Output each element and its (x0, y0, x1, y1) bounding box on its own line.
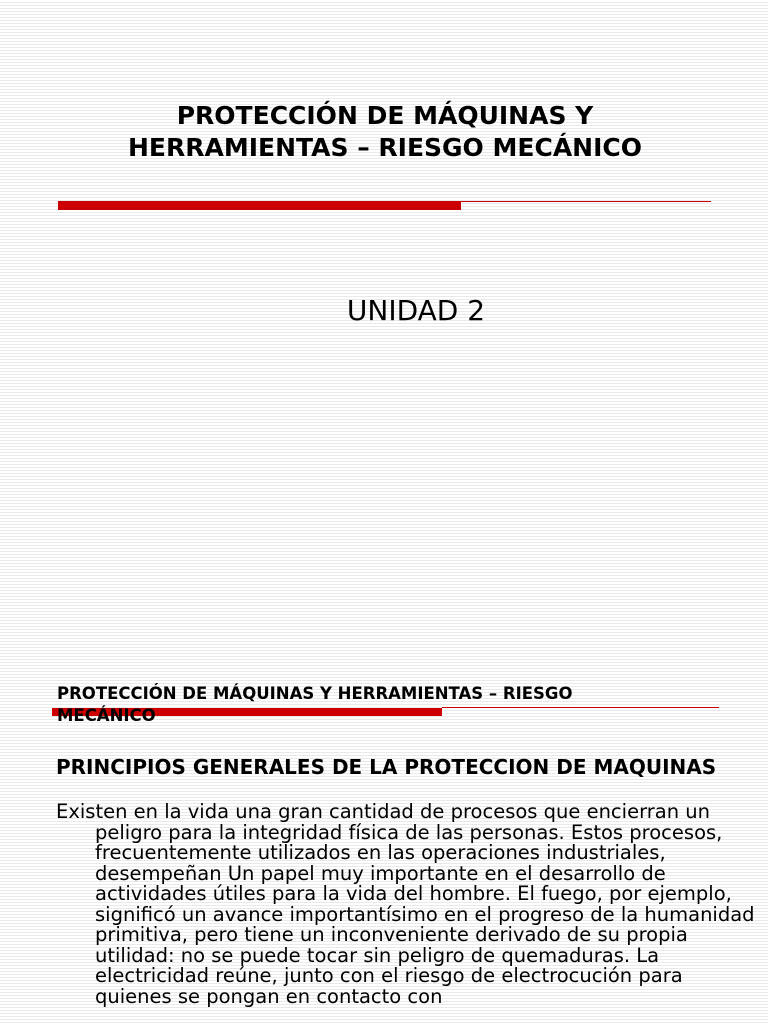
body-paragraph: Existen en la vida una gran cantidad de procesos que encierran un peligro para la integridad física de las personas. Estos procesos, frecuentemente utilizados en las operaciones industriales, desempeñan Un papel muy importante en el desarrollo de actividades útiles para la vida del hombre. El fuego, por ejemplo, significó un avance importantísimo en el progreso de la humanidad primitiva, pero tiene un inconveniente derivado de su propia utilidad: no se puede tocar sin peligro de quemaduras. La electricidad reúne, junto con el riesgo de electrocución para quienes se pongan en contacto con (56, 800, 755, 1008)
slide-title-line-2: HERRAMIENTAS – RIESGO MECÁNICO (128, 133, 642, 162)
slide-title (60, 100, 710, 164)
slide-2-title-line-1: PROTECCIÓN DE MÁQUINAS Y HERRAMIENTAS – RIESGO (57, 684, 573, 703)
section-heading: PRINCIPIOS GENERALES DE LA PROTECCION DE MAQUINAS (56, 755, 717, 779)
slide-principios-generales (0, 650, 768, 1024)
slide-2-title-line-2: MECÁNICO (57, 706, 156, 725)
title-underline-thin (461, 201, 711, 202)
slide-2-title (57, 683, 737, 727)
title-underline-thick (58, 201, 461, 210)
slide-title-line-1: PROTECCIÓN DE MÁQUINAS Y (176, 101, 594, 130)
slide-subtitle: UNIDAD 2 (346, 294, 486, 327)
